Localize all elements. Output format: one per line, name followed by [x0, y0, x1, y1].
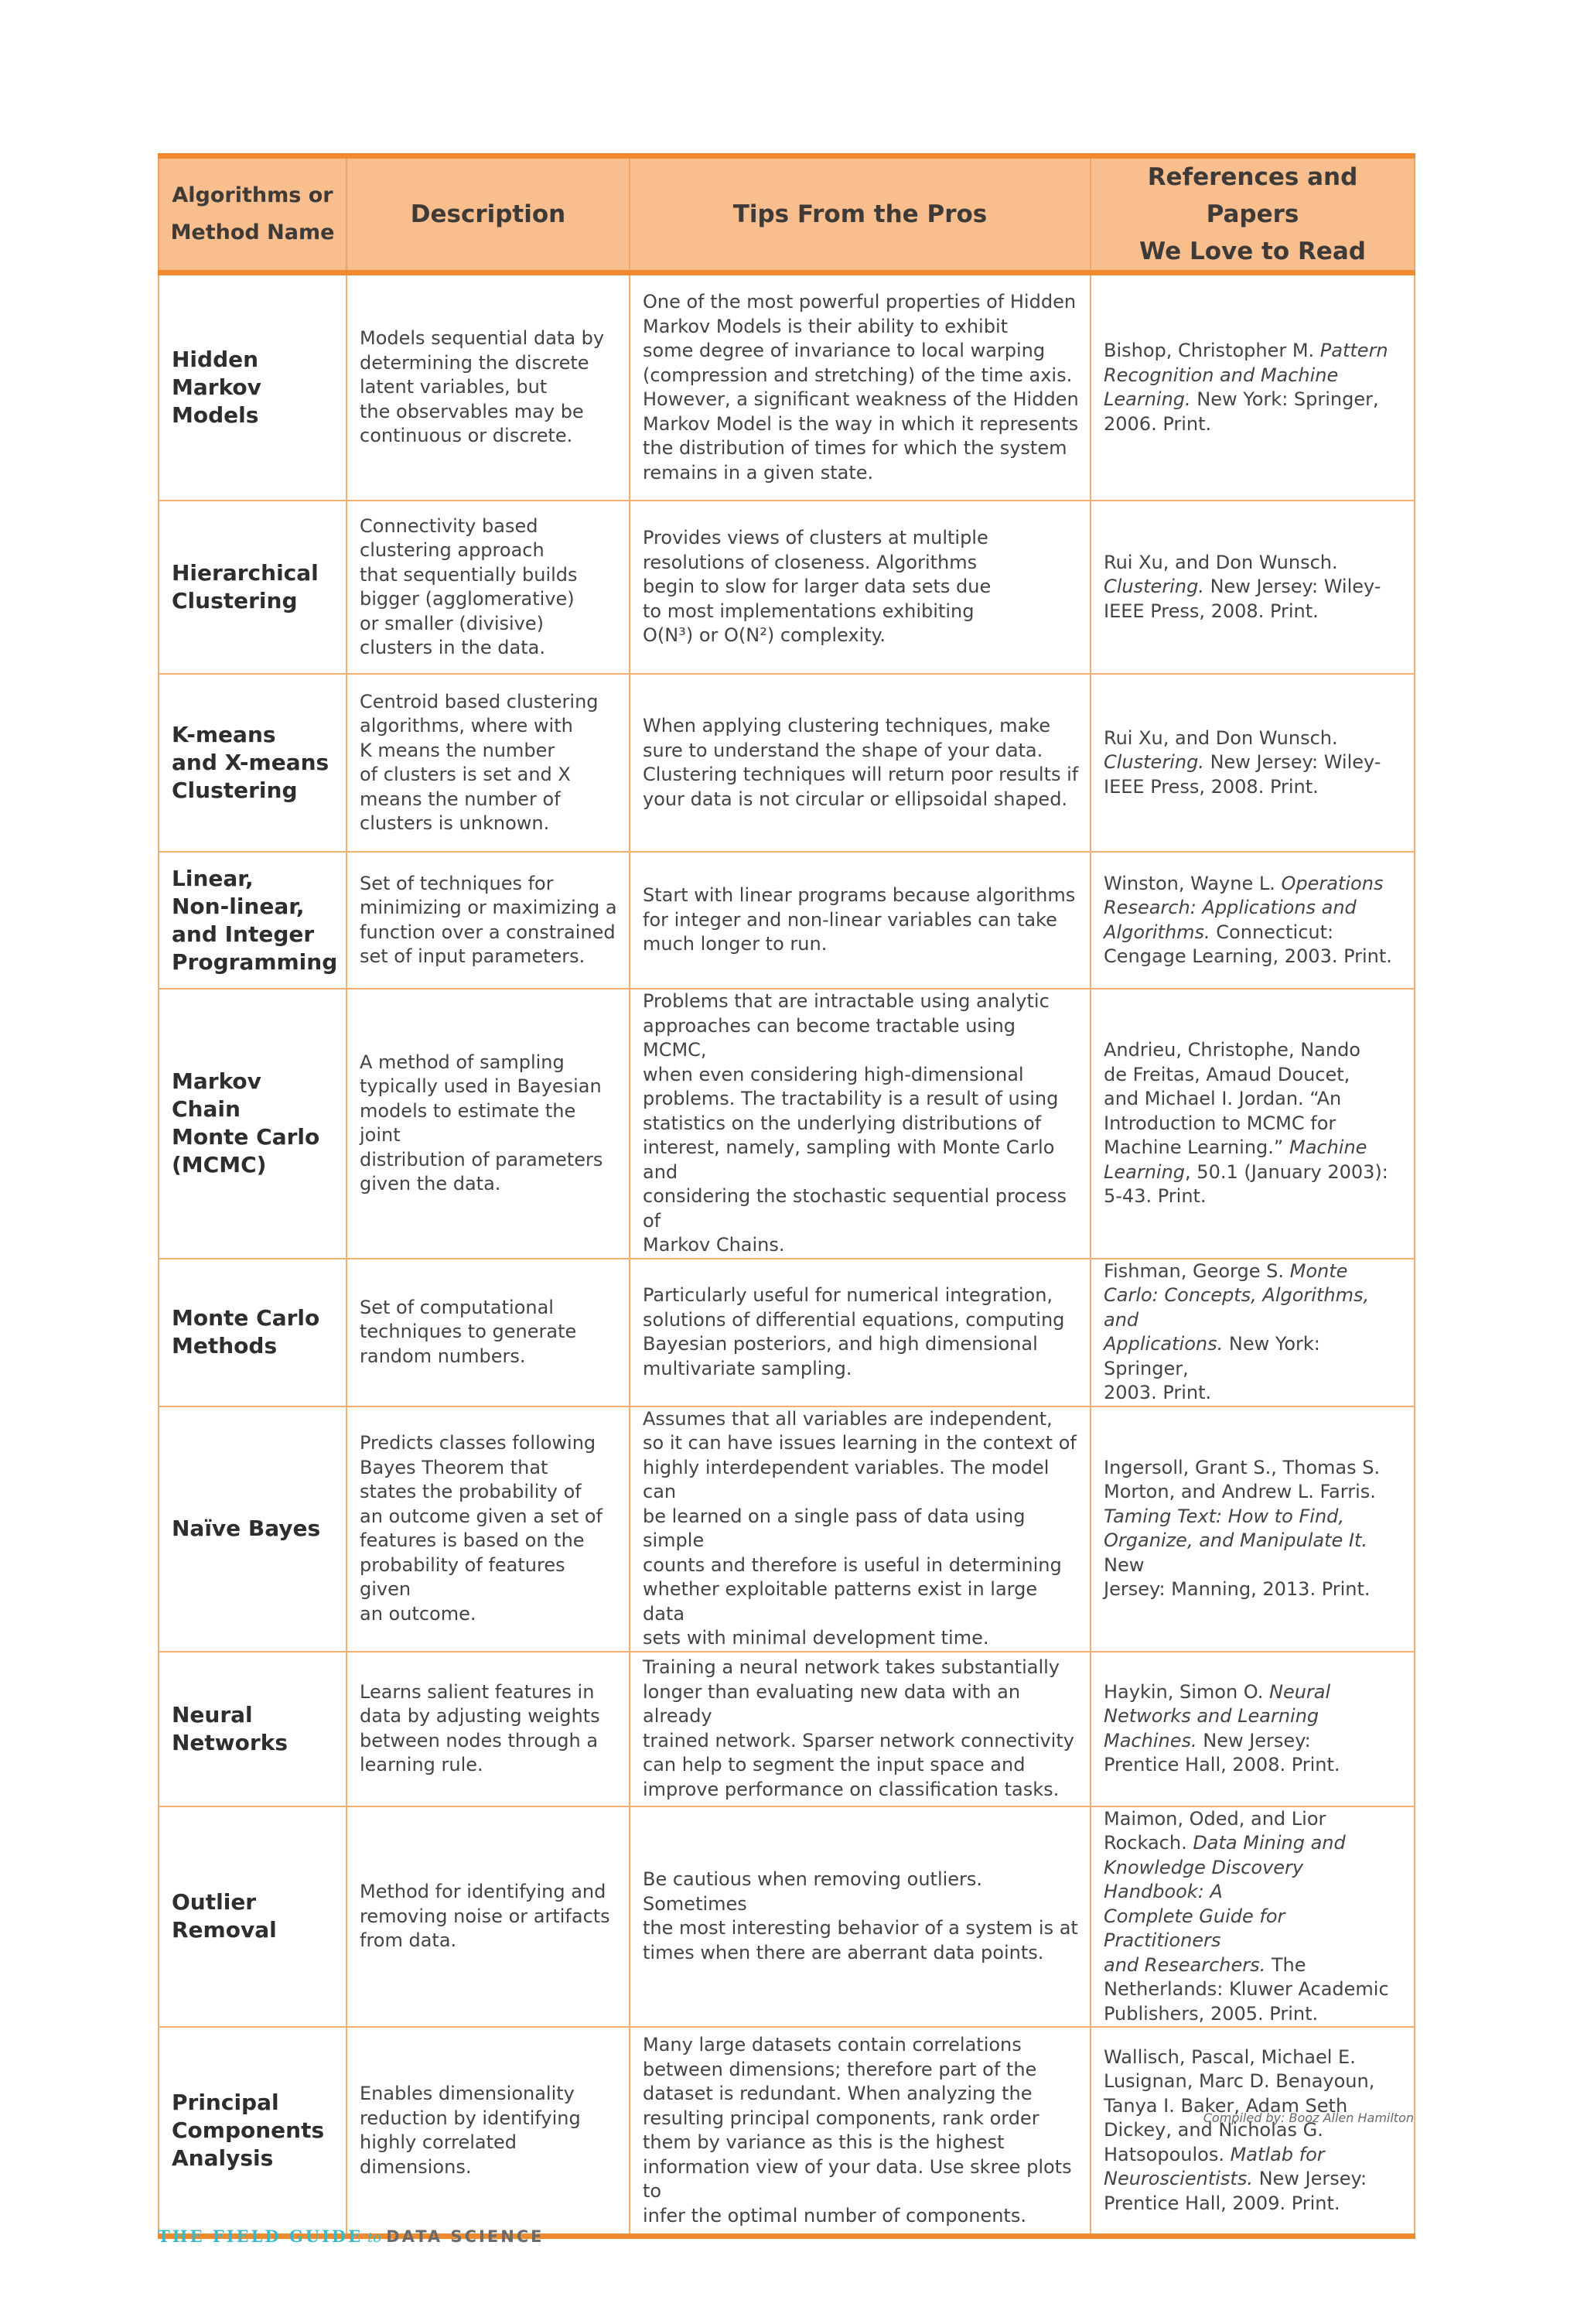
tips-cell: When applying clustering techniques, make sure to understand the shape of your data. Clustering techniques will return poor results if your data is not circular or ellipsoidal shaped. [630, 674, 1091, 852]
header-description: Description [346, 156, 630, 273]
footer-title-part3: DATA SCIENCE [386, 2227, 544, 2246]
reference-publisher: New Jersey: Manning, 2013. Print. [1104, 1553, 1371, 1600]
methods-table [158, 153, 1415, 2239]
reference-authors: Bishop, Christopher M. [1104, 340, 1320, 361]
compiled-by-credit: Compiled by: Booz Allen Hamilton [1203, 2110, 1414, 2125]
reference-authors: Maimon, Oded, and Lior Rockach. [1104, 1807, 1326, 1854]
description-cell: Centroid based clustering algorithms, where with K means the number of clusters is set and X means the number of clusters is unknown. [346, 674, 630, 852]
reference-cell [1091, 674, 1415, 852]
description-cell: Enables dimensionality reduction by identifying highly correlated dimensions. [346, 2027, 630, 2237]
reference-title: Data Mining and Knowledge Discovery Handbook: A Complete Guide for Practitioners and Researchers. [1104, 1832, 1346, 1976]
table-header [159, 156, 1415, 273]
reference-title: Neural Networks and Learning Machines. [1104, 1680, 1331, 1752]
table-row [159, 1652, 1415, 1806]
reference-title: Taming Text: How to Find, Organize, and Manipulate It. [1104, 1505, 1368, 1551]
reference-publisher: Connecticut: Cengage Learning, 2003. Print. [1104, 921, 1392, 967]
method-name-cell: Hierarchical Clustering [159, 501, 346, 674]
footer-title [158, 2227, 544, 2246]
table-row [159, 852, 1415, 989]
reference-authors: Rui Xu, and Don Wunsch. [1104, 726, 1338, 749]
tips-cell: Problems that are intractable using analytic approaches can become tractable using MCMC, when even considering high-dimensional problems. The tractability is a result of using statistics on the underlying distributions of interest, namely, sampling with Monte Carlo and considering the stochastic sequential process of Markov Chains. [630, 989, 1091, 1259]
reference-publisher: New York: Springer, 2006. Print. [1104, 388, 1379, 435]
reference-publisher: New Jersey: Prentice Hall, 2008. Print. [1104, 1729, 1340, 1775]
reference-authors: Fishman, George S. [1104, 1259, 1290, 1282]
header-references: References and Papers We Love to Read [1091, 156, 1415, 273]
reference-cell [1091, 273, 1415, 501]
tips-cell: Training a neural network takes substantially longer than evaluating new data with an already trained network. Sparser network connectivity can help to segment the input space and improve performance on classification tasks. [630, 1652, 1091, 1806]
description-cell: Method for identifying and removing noise or artifacts from data. [346, 1806, 630, 2028]
tips-cell: Be cautious when removing outliers. Sometimes the most interesting behavior of a system is at times when there are aberrant data points. [630, 1806, 1091, 2028]
header-method-name: Algorithms or Method Name [159, 156, 346, 273]
method-name-cell: Markov Chain Monte Carlo (MCMC) [159, 989, 346, 1259]
table-row [159, 501, 1415, 674]
reference-title: Matlab for Neuroscientists. [1104, 2143, 1325, 2190]
reference-cell [1091, 1259, 1415, 1406]
reference-authors: Wallisch, Pascal, Michael E. Lusignan, Marc D. Benayoun, Tanya I. Baker, Adam Seth Dickey, and Nicholas G. Hatsopoulos. [1104, 2045, 1375, 2165]
table-row [159, 1806, 1415, 2028]
reference-cell [1091, 1806, 1415, 2028]
reference-cell [1091, 989, 1415, 1259]
method-name-cell: K-means and X-means Clustering [159, 674, 346, 852]
tips-cell: Provides views of clusters at multiple resolutions of closeness. Algorithms begin to slow for larger data sets due to most implementations exhibiting O(N³) or O(N²) complexity. [630, 501, 1091, 674]
tips-cell: Assumes that all variables are independent, so it can have issues learning in the context of highly interdependent variables. The model can be learned on a single pass of data using simple counts and therefore is useful in determining whether exploitable patterns exist in large data sets with minimal development time. [630, 1406, 1091, 1652]
table-body [159, 273, 1415, 2237]
table-row [159, 989, 1415, 1259]
tips-cell: One of the most powerful properties of Hidden Markov Models is their ability to exhibit some degree of invariance to local warping (compression and stretching) of the time axis. However, a significant weakness of the Hidden Markov Model is the way in which it represents the distribution of times for which the system remains in a given state. [630, 273, 1091, 501]
table-row [159, 1406, 1415, 1652]
tips-cell: Many large datasets contain correlations between dimensions; therefore part of the dataset is redundant. When analyzing the resulting principal components, rank order them by variance as this is the highest information view of your data. Use skree plots to infer the optimal number of components. [630, 2027, 1091, 2237]
reference-publisher: New Jersey: Wiley- IEEE Press, 2008. Print. [1104, 751, 1381, 798]
reference-title: Clustering. [1104, 751, 1204, 774]
reference-title: Operations Research: Applications and Algorithms. [1104, 872, 1384, 943]
reference-publisher: The Netherlands: Kluwer Academic Publishers, 2005. Print. [1104, 1953, 1389, 2025]
description-cell: Set of computational techniques to generate random numbers. [346, 1259, 630, 1406]
description-cell: Models sequential data by determining the discrete latent variables, but the observables may be continuous or discrete. [346, 273, 630, 501]
description-cell: A method of sampling typically used in Bayesian models to estimate the joint distribution of parameters given the data. [346, 989, 630, 1259]
tips-cell: Start with linear programs because algorithms for integer and non-linear variables can take much longer to run. [630, 852, 1091, 989]
reference-title: Monte Carlo: Concepts, Algorithms, and Applications. [1104, 1259, 1370, 1355]
reference-title: Machine Learning [1104, 1136, 1367, 1183]
reference-title: Clustering. [1104, 576, 1204, 598]
description-cell: Connectivity based clustering approach that sequentially builds bigger (agglomerative) or smaller (divisive) clusters in the data. [346, 501, 630, 674]
table-row [159, 273, 1415, 501]
reference-publisher: , 50.1 (January 2003): 5-43. Print. [1104, 1160, 1388, 1207]
reference-cell [1091, 501, 1415, 674]
footer-title-part1: THE FIELD GUIDE [158, 2227, 364, 2246]
reference-authors: Andrieu, Christophe, Nando de Freitas, Amaud Doucet, and Michael I. Jordan. “An Introduction to MCMC for Machine Learning.” [1104, 1039, 1360, 1158]
reference-cell [1091, 2027, 1415, 2237]
method-name-cell: Naïve Bayes [159, 1406, 346, 1652]
method-name-cell: Hidden Markov Models [159, 273, 346, 501]
footer-title-part2: to [367, 2230, 382, 2246]
header-tips: Tips From the Pros [630, 156, 1091, 273]
reference-publisher: New Jersey: Prentice Hall, 2009. Print. [1104, 2168, 1367, 2214]
header-row [159, 156, 1415, 273]
method-name-cell: Outlier Removal [159, 1806, 346, 2028]
reference-authors: Rui Xu, and Don Wunsch. [1104, 551, 1338, 573]
description-cell: Set of techniques for minimizing or maximizing a function over a constrained set of input parameters. [346, 852, 630, 989]
method-name-cell: Linear, Non-linear, and Integer Programming [159, 852, 346, 989]
reference-cell [1091, 852, 1415, 989]
description-cell: Learns salient features in data by adjusting weights between nodes through a learning rule. [346, 1652, 630, 1806]
reference-title: Pattern Recognition and Machine Learning. [1104, 340, 1388, 410]
reference-publisher: New Jersey: Wiley- IEEE Press, 2008. Print. [1104, 576, 1381, 622]
reference-cell [1091, 1652, 1415, 1806]
method-name-cell: Monte Carlo Methods [159, 1259, 346, 1406]
reference-authors: Haykin, Simon O. [1104, 1680, 1269, 1703]
reference-authors: Ingersoll, Grant S., Thomas S. Morton, and Andrew L. Farris. [1104, 1456, 1381, 1502]
method-name-cell: Neural Networks [159, 1652, 346, 1806]
reference-publisher: New York: Springer, 2003. Print. [1104, 1333, 1320, 1403]
table-row [159, 1259, 1415, 1406]
description-cell: Predicts classes following Bayes Theorem that states the probability of an outcome given a set of features is based on the probability of features given an outcome. [346, 1406, 630, 1652]
tips-cell: Particularly useful for numerical integration, solutions of differential equations, computing Bayesian posteriors, and high dimensional multivariate sampling. [630, 1259, 1091, 1406]
reference-cell [1091, 1406, 1415, 1652]
table-row [159, 674, 1415, 852]
reference-authors: Winston, Wayne L. [1104, 872, 1282, 894]
table-row [159, 2027, 1415, 2237]
method-name-cell: Principal Components Analysis [159, 2027, 346, 2237]
